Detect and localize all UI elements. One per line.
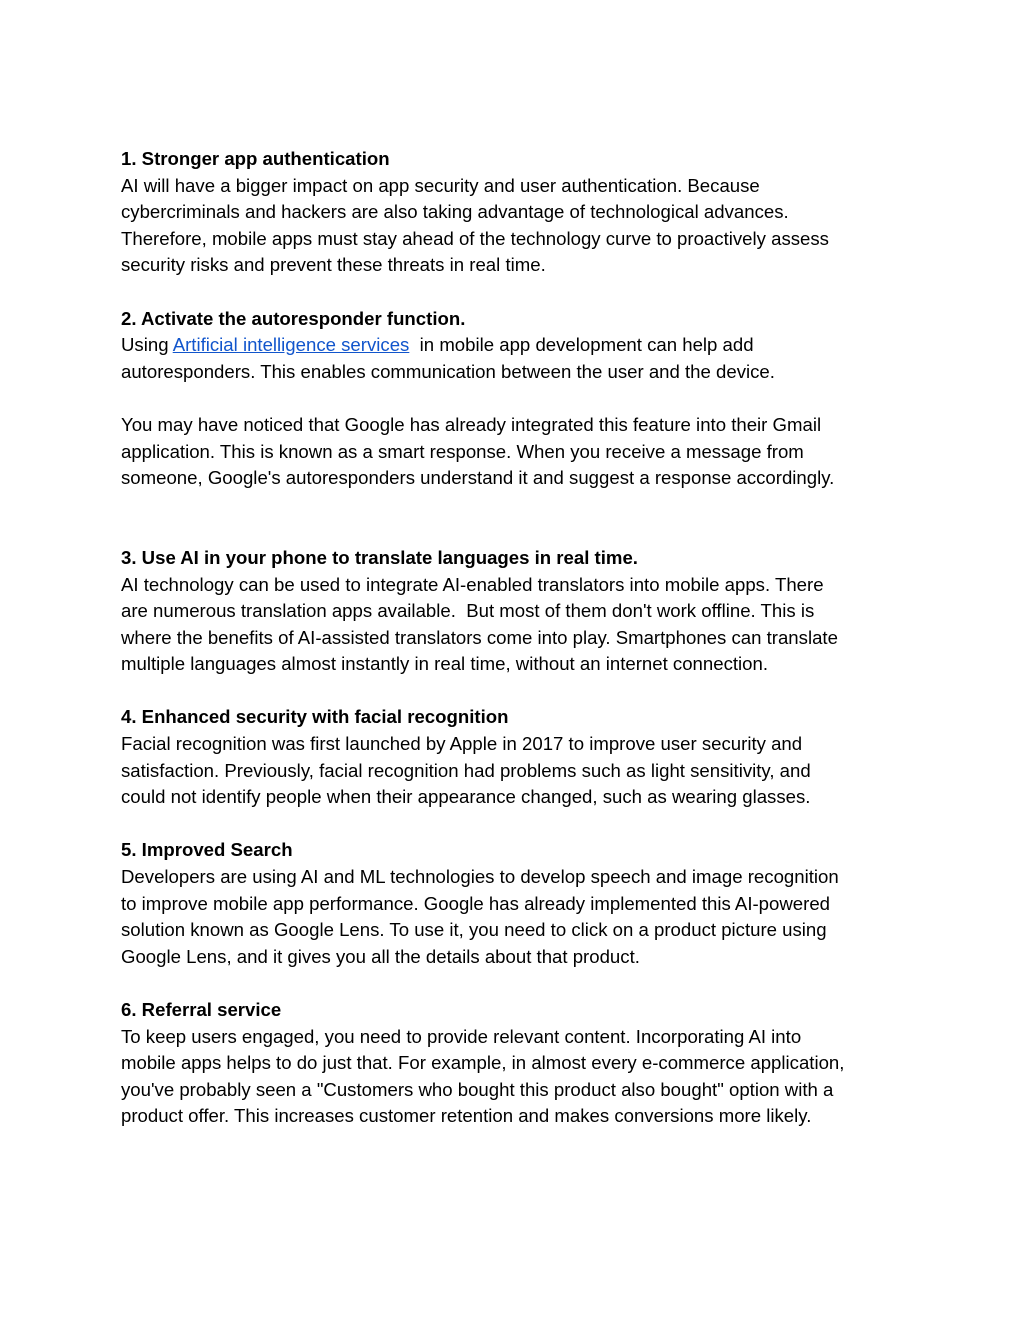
paragraph-line: To keep users engaged, you need to provide relevant content. Incorporating AI into <box>121 1025 802 1047</box>
document-page <box>121 146 911 1130</box>
blank-line <box>121 385 911 412</box>
paragraph-line: application. This is known as a smart response. When you receive a message from <box>121 440 804 462</box>
paragraph-line: to improve mobile app performance. Google has already implemented this AI-powered <box>121 892 831 914</box>
paragraph-line: Facial recognition was first launched by Apple in 2017 to improve user security and <box>121 733 803 755</box>
section-heading: 5. Improved Search <box>121 839 293 861</box>
paragraph-line: where the benefits of AI-assisted translators come into play. Smartphones can translate <box>121 626 838 648</box>
blank-line <box>121 279 911 306</box>
paragraph-line: could not identify people when their appearance changed, such as wearing glasses. <box>121 786 811 808</box>
paragraph-line: autoresponders. This enables communication between the user and the device. <box>121 360 775 382</box>
paragraph-line: mobile apps helps to do just that. For example, in almost every e-commerce application, <box>121 1052 845 1074</box>
paragraph-line: someone, Google's autoresponders understand it and suggest a response accordingly. <box>121 467 835 489</box>
paragraph-line-with-link <box>121 332 911 359</box>
blank-lines <box>121 492 911 545</box>
section-facial-recognition <box>121 704 911 810</box>
section-heading: 1. Stronger app authentication <box>121 148 390 169</box>
section-heading: 2. Activate the autoresponder function. <box>121 307 466 329</box>
section-autoresponder <box>121 306 911 492</box>
paragraph-line: you've probably seen a "Customers who bought this product also bought" option with a <box>121 1078 834 1100</box>
link-suffix: in mobile app development can help add <box>409 334 754 356</box>
ai-services-link[interactable]: Artificial intelligence services <box>172 334 410 356</box>
paragraph-line: multiple languages almost instantly in real time, without an internet connection. <box>121 653 769 675</box>
section-heading: 3. Use AI in your phone to translate languages in real time. <box>121 546 638 568</box>
blank-line <box>121 970 911 997</box>
blank-line <box>121 811 911 838</box>
paragraph-line: Therefore, mobile apps must stay ahead of the technology curve to proactively assess <box>121 227 829 249</box>
section-heading: 4. Enhanced security with facial recognition <box>121 706 509 728</box>
paragraph-line: AI technology can be used to integrate AI-enabled translators into mobile apps. There <box>121 573 824 595</box>
paragraph-line: product offer. This increases customer retention and makes conversions more likely. <box>121 1105 812 1127</box>
paragraph-line: satisfaction. Previously, facial recognition had problems such as light sensitivity, and <box>121 759 811 781</box>
blank-line <box>121 678 911 705</box>
paragraph-line: security risks and prevent these threats in real time. <box>121 254 546 276</box>
link-prefix: Using <box>121 334 173 356</box>
paragraph-line: Google Lens, and it gives you all the details about that product. <box>121 945 640 967</box>
section-stronger-app-authentication <box>121 146 911 279</box>
paragraph-line: solution known as Google Lens. To use it, you need to click on a product picture using <box>121 919 827 941</box>
section-referral-service <box>121 997 911 1130</box>
section-improved-search <box>121 837 911 970</box>
section-heading: 6. Referral service <box>121 999 282 1020</box>
paragraph-line: cybercriminals and hackers are also taking advantage of technological advances. <box>121 201 789 223</box>
section-translate-languages <box>121 545 911 678</box>
paragraph-line: AI will have a bigger impact on app security and user authentication. Because <box>121 174 760 196</box>
paragraph-line: Developers are using AI and ML technologies to develop speech and image recognition <box>121 866 839 888</box>
paragraph-line: You may have noticed that Google has already integrated this feature into their Gmail <box>121 413 822 435</box>
paragraph-line: are numerous translation apps available. But most of them don't work offline. This is <box>121 600 815 622</box>
